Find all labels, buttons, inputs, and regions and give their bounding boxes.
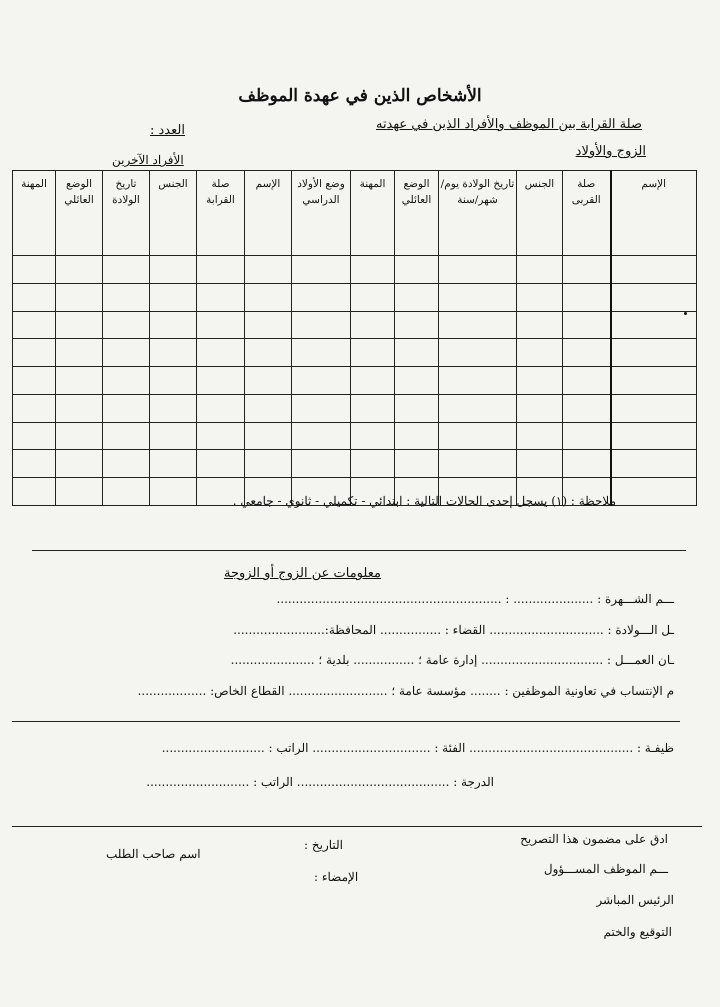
col-sex: الجنس (517, 171, 563, 256)
table-cell[interactable] (150, 422, 197, 450)
col-profession: المهنة (351, 171, 395, 256)
table-cell[interactable] (103, 283, 150, 311)
table-cell[interactable] (611, 256, 697, 284)
table-cell[interactable] (517, 394, 563, 422)
table-row (13, 339, 697, 367)
table-cell[interactable] (13, 256, 56, 284)
table-cell[interactable] (197, 394, 245, 422)
col-marital-status: الوضع العائلي (395, 171, 439, 256)
table-cell[interactable] (245, 311, 292, 339)
table-cell[interactable] (103, 256, 150, 284)
table-cell[interactable] (292, 256, 351, 284)
table-cell[interactable] (103, 367, 150, 395)
table-cell[interactable] (351, 367, 395, 395)
table-cell[interactable] (563, 450, 611, 478)
table-cell[interactable] (56, 394, 103, 422)
table-row (13, 311, 697, 339)
table-cell[interactable] (56, 450, 103, 478)
table-cell[interactable] (439, 422, 517, 450)
table-cell[interactable] (517, 422, 563, 450)
table-cell[interactable] (611, 450, 697, 478)
table-cell[interactable] (611, 478, 697, 506)
table-cell[interactable] (395, 367, 439, 395)
divider-3 (12, 826, 702, 827)
table-cell[interactable] (395, 450, 439, 478)
page-title: الأشخاص الذين في عهدة الموظف (238, 86, 482, 106)
table-cell[interactable] (13, 478, 56, 506)
attest-text: ادق على مضمون هذا التصريح (520, 832, 668, 846)
table-cell[interactable] (439, 256, 517, 284)
table-cell[interactable] (439, 367, 517, 395)
note-line-1: ملاحظة : (١) يسجل إحدى الحالات التالية : ابتدائي - تكميلي - ثانوي - جامعي . (232, 494, 616, 508)
table-cell[interactable] (150, 367, 197, 395)
table-cell[interactable] (150, 478, 197, 506)
spouse-job: ظيفـة : ........................................... الفئة : ............................... الراتب : ........................... (161, 741, 674, 755)
table-cell[interactable] (292, 339, 351, 367)
table-cell[interactable] (245, 450, 292, 478)
spouse-affiliation: م الإنتساب في تعاونية الموظفين : ........ مؤسسة عامة ؛ .......................... القطاع الخاص: .................. (137, 684, 674, 698)
table-cell[interactable] (611, 367, 697, 395)
table-cell[interactable] (103, 450, 150, 478)
table-cell[interactable] (245, 394, 292, 422)
table-cell[interactable] (395, 283, 439, 311)
table-row (13, 256, 697, 284)
table-cell[interactable] (103, 422, 150, 450)
table-row (13, 422, 697, 450)
table-cell[interactable] (611, 394, 697, 422)
spouse-fame-name: ـــم الشـــهرة : ..................... : ........................................................... (276, 592, 674, 606)
table-cell[interactable] (13, 311, 56, 339)
table-cell[interactable] (395, 339, 439, 367)
margin-dot (684, 312, 687, 315)
table-cell[interactable] (56, 256, 103, 284)
applicant-name-label: اسم صاحب الطلب (106, 847, 201, 861)
divider-1 (32, 550, 686, 551)
table-cell[interactable] (13, 339, 56, 367)
table-cell[interactable] (517, 283, 563, 311)
table-cell[interactable] (292, 394, 351, 422)
table-cell[interactable] (197, 367, 245, 395)
col-other-profession: المهنة (13, 171, 56, 256)
table-cell[interactable] (13, 394, 56, 422)
table-cell[interactable] (517, 367, 563, 395)
table-cell[interactable] (292, 283, 351, 311)
dependents-table (12, 170, 697, 506)
table-row (13, 394, 697, 422)
table-cell[interactable] (150, 311, 197, 339)
table-cell[interactable] (103, 394, 150, 422)
table-cell[interactable] (563, 422, 611, 450)
table-cell[interactable] (351, 311, 395, 339)
table-cell[interactable] (292, 450, 351, 478)
col-birth-date: تاريخ الولادة يوم/شهر/سنة (439, 171, 517, 256)
table-cell[interactable] (351, 394, 395, 422)
table-cell[interactable] (517, 256, 563, 284)
table-cell[interactable] (611, 339, 697, 367)
employee-name-label: ـــم الموظف المســـؤول (543, 862, 668, 876)
col-kinship: صلة القربى (563, 171, 611, 256)
table-cell[interactable] (351, 450, 395, 478)
table-cell[interactable] (611, 422, 697, 450)
table-cell[interactable] (563, 283, 611, 311)
table-cell[interactable] (150, 394, 197, 422)
table-cell[interactable] (563, 339, 611, 367)
table-cell[interactable] (56, 311, 103, 339)
table-cell[interactable] (395, 311, 439, 339)
table-cell[interactable] (13, 450, 56, 478)
table-cell[interactable] (563, 394, 611, 422)
table-cell[interactable] (292, 367, 351, 395)
spouse-grade: الدرجة : ........................................ الراتب : ........................... (146, 775, 494, 789)
table-row (13, 450, 697, 478)
table-cell[interactable] (611, 283, 697, 311)
signature-label: الإمضاء : (314, 870, 359, 884)
spouse-birth-place: ـل الـــولادة : .............................. القضاء : ................ المحافظة:........................ (233, 623, 674, 637)
table-cell[interactable] (197, 311, 245, 339)
table-cell[interactable] (150, 450, 197, 478)
number-label: العدد : (150, 123, 185, 138)
spouse-heading: معلومات عن الزوج أو الزوجة (224, 566, 381, 581)
col-name: الإسم (611, 171, 697, 256)
table-cell[interactable] (439, 311, 517, 339)
col-other-marital-status: الوضع العائلي (56, 171, 103, 256)
table-cell[interactable] (103, 478, 150, 506)
table-cell[interactable] (395, 394, 439, 422)
table-cell[interactable] (103, 339, 150, 367)
col-school-status: وضع الأولاد الدراسي (292, 171, 351, 256)
table-cell[interactable] (245, 422, 292, 450)
table-row (13, 283, 697, 311)
table-cell[interactable] (517, 339, 563, 367)
table-cell[interactable] (150, 256, 197, 284)
table-cell[interactable] (351, 283, 395, 311)
table-cell[interactable] (13, 367, 56, 395)
table-cell[interactable] (150, 339, 197, 367)
sign-seal-label: التوقيع والختم (603, 925, 672, 939)
table-cell[interactable] (197, 256, 245, 284)
table-row (13, 367, 697, 395)
direct-head-label: الرئيس المباشر (596, 893, 674, 907)
table-cell[interactable] (150, 283, 197, 311)
col-other-kinship: صلة القرابة (197, 171, 245, 256)
table-cell[interactable] (351, 339, 395, 367)
table-cell[interactable] (245, 367, 292, 395)
table-cell[interactable] (245, 283, 292, 311)
col-other-name: الإسم (245, 171, 292, 256)
col-other-birth-date: تاريخ الولادة (103, 171, 150, 256)
table-cell[interactable] (439, 339, 517, 367)
table-cell[interactable] (439, 394, 517, 422)
table-cell[interactable] (292, 311, 351, 339)
table-cell[interactable] (395, 256, 439, 284)
table-cell[interactable] (245, 256, 292, 284)
table-cell[interactable] (56, 283, 103, 311)
table-cell[interactable] (292, 422, 351, 450)
table-cell[interactable] (197, 450, 245, 478)
table-cell[interactable] (103, 311, 150, 339)
table-cell[interactable] (439, 283, 517, 311)
spouse-children-label: الزوج والأولاد (575, 144, 646, 159)
table-cell[interactable] (563, 256, 611, 284)
table-cell[interactable] (56, 339, 103, 367)
table-cell[interactable] (439, 450, 517, 478)
col-other-sex: الجنس (150, 171, 197, 256)
date-label: التاريخ : (304, 838, 344, 852)
table-cell[interactable] (13, 422, 56, 450)
relation-heading: صلة القرابة بين الموظف والأفراد الذين في عهدته (375, 117, 642, 132)
table-cell[interactable] (563, 311, 611, 339)
table-cell[interactable] (245, 339, 292, 367)
table-cell[interactable] (395, 422, 439, 450)
table-cell[interactable] (611, 311, 697, 339)
table-cell[interactable] (517, 311, 563, 339)
table-cell[interactable] (517, 450, 563, 478)
table-cell[interactable] (351, 256, 395, 284)
table-cell[interactable] (351, 422, 395, 450)
table-cell[interactable] (56, 422, 103, 450)
table-cell[interactable] (56, 478, 103, 506)
table-cell[interactable] (563, 367, 611, 395)
table-cell[interactable] (197, 283, 245, 311)
table-cell[interactable] (13, 283, 56, 311)
table-cell[interactable] (197, 339, 245, 367)
divider-2 (12, 721, 680, 722)
other-members-label: الأفراد الآخرين (112, 153, 184, 167)
table-cell[interactable] (197, 422, 245, 450)
spouse-work-place: ـان العمـــل : ................................ إدارة عامة ؛ ................ بلدية ؛ ...................... (230, 653, 674, 667)
table-cell[interactable] (56, 367, 103, 395)
